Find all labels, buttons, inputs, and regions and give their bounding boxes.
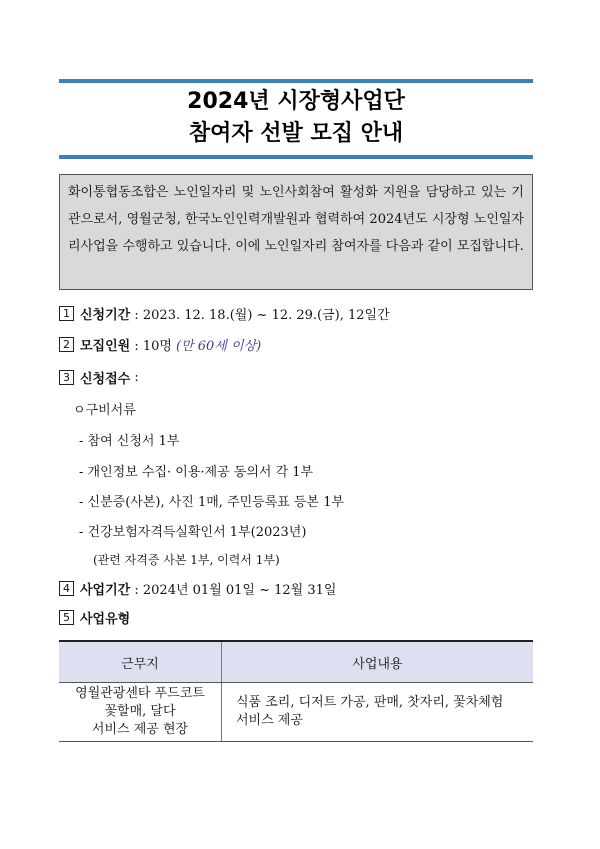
title-bottom-rule <box>59 155 533 159</box>
section-value: : 2024년 01월 01일 ~ 12월 31일 <box>130 582 337 598</box>
page-title <box>59 86 533 150</box>
content-line: 식품 조리, 디저트 가공, 판매, 찻자리, 꽃차체험 <box>236 695 504 710</box>
section-value: : <box>130 369 139 385</box>
table-header-workplace: 근무지 <box>59 641 222 683</box>
section-label: 모집인원 <box>80 338 131 354</box>
workplace-cell <box>59 683 222 742</box>
document-item: - 신분증(사본), 사진 1매, 주민등록표 등본 1부 <box>79 495 345 510</box>
section-label: 신청기간 <box>80 307 131 323</box>
title-line-1: 2024년 시장형사업단 <box>187 89 405 114</box>
section-number: 1 <box>59 306 74 321</box>
section-label: 신청접수 <box>80 371 131 387</box>
project-type-table <box>59 640 533 742</box>
age-note: (만 60세 이상) <box>175 338 262 354</box>
section-number: 2 <box>59 337 74 352</box>
intro-box: 화이통협동조합은 노인일자리 및 노인사회참여 활성화 지원을 담당하고 있는 기관으로서, 영월군청, 한국노인인력개발원과 협력하여 2024년도 시장형 노인일자리사업을 수행하고 있습니다. 이에 노인일자리 참여자를 다음과 같이 모집합니다. <box>59 174 533 290</box>
workplace-line: 서비스 제공 현장 <box>91 722 189 737</box>
content-cell <box>222 683 534 742</box>
section-application-submission <box>59 366 139 388</box>
document-item: - 건강보험자격득실확인서 1부(2023년) <box>79 525 307 540</box>
document-item: - 참여 신청서 1부 <box>79 434 180 449</box>
table-header-content: 사업내용 <box>222 641 534 683</box>
workplace-line: 꽃할매, 달다 <box>104 704 176 719</box>
section-project-type <box>59 606 130 628</box>
section-value: : 10명 <box>130 338 172 354</box>
section-application-period <box>59 302 390 324</box>
document-extra: (관련 자격증 사본 1부, 이력서 1부) <box>93 553 280 567</box>
section-project-period <box>59 577 336 599</box>
section-number: 3 <box>59 370 74 385</box>
document-item: - 개인정보 수집· 이용·제공 동의서 각 1부 <box>79 465 314 480</box>
section-number: 5 <box>59 610 74 625</box>
documents-heading: ㅇ구비서류 <box>73 403 136 418</box>
section-label: 사업기간 <box>80 582 131 598</box>
title-line-2: 참여자 선발 모집 안내 <box>188 121 404 146</box>
section-recruitment-count <box>59 333 261 355</box>
section-label: 사업유형 <box>80 611 131 627</box>
section-value: : 2023. 12. 18.(월) ~ 12. 29.(금), 12일간 <box>130 307 390 323</box>
content-line: 서비스 제공 <box>236 713 303 728</box>
title-top-rule <box>59 79 533 83</box>
table-row <box>59 683 533 742</box>
section-number: 4 <box>59 581 74 596</box>
workplace-line: 영월관광센타 푸드코트 <box>75 686 205 701</box>
